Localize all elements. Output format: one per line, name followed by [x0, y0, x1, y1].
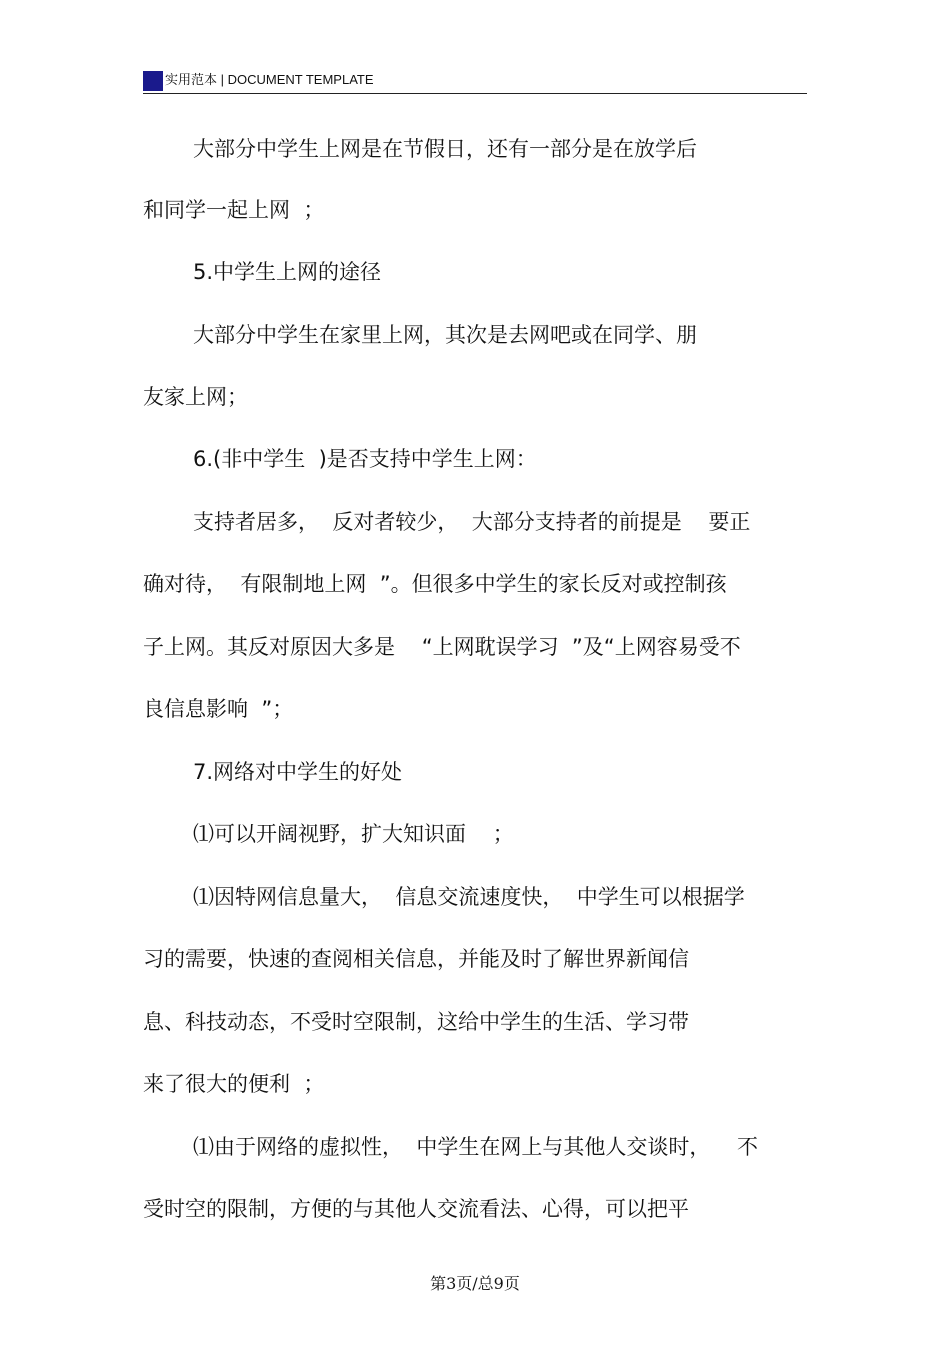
body-line: 子上网。其反对原因大多是 “上网耽误学习 ”及“上网容易受不 [143, 635, 741, 659]
list-item: ⑴因特网信息量大， 信息交流速度快， 中学生可以根据学 [193, 885, 745, 909]
logo-square-icon [143, 71, 163, 91]
page-header [143, 69, 807, 94]
body-line: 大部分中学生上网是在节假日，还有一部分是在放学后 [193, 137, 697, 161]
body-line: 友家上网； [143, 385, 248, 409]
header-title: 实用范本 | DOCUMENT TEMPLATE [165, 72, 374, 87]
body-line: 习的需要，快速的查阅相关信息，并能及时了解世界新闻信 [143, 947, 689, 971]
body-line: 确对待， 有限制地上网 ”。但很多中学生的家长反对或控制孩 [143, 572, 727, 596]
list-item: ⑴可以开阔视野，扩大知识面 ； [193, 822, 514, 846]
section-heading: 6.(非中学生 )是否支持中学生上网： [193, 447, 537, 471]
body-line: 息、科技动态，不受时空限制，这给中学生的生活、学习带 [143, 1010, 689, 1034]
section-heading: 5.中学生上网的途径 [193, 260, 382, 284]
section-heading: 7.网络对中学生的好处 [193, 760, 403, 784]
page-number: 第3页/总9页 [430, 1274, 520, 1293]
list-item: ⑴由于网络的虚拟性， 中学生在网上与其他人交谈时， 不 [193, 1135, 759, 1159]
body-line: 和同学一起上网 ； [143, 198, 325, 222]
body-line: 支持者居多， 反对者较少， 大部分支持者的前提是 要正 [193, 510, 751, 534]
body-line: 良信息影响 ”； [143, 697, 294, 721]
body-line: 大部分中学生在家里上网，其次是去网吧或在同学、朋 [193, 323, 697, 347]
body-line: 受时空的限制，方便的与其他人交流看法、心得，可以把平 [143, 1197, 689, 1221]
body-line: 来了很大的便利 ； [143, 1072, 325, 1096]
